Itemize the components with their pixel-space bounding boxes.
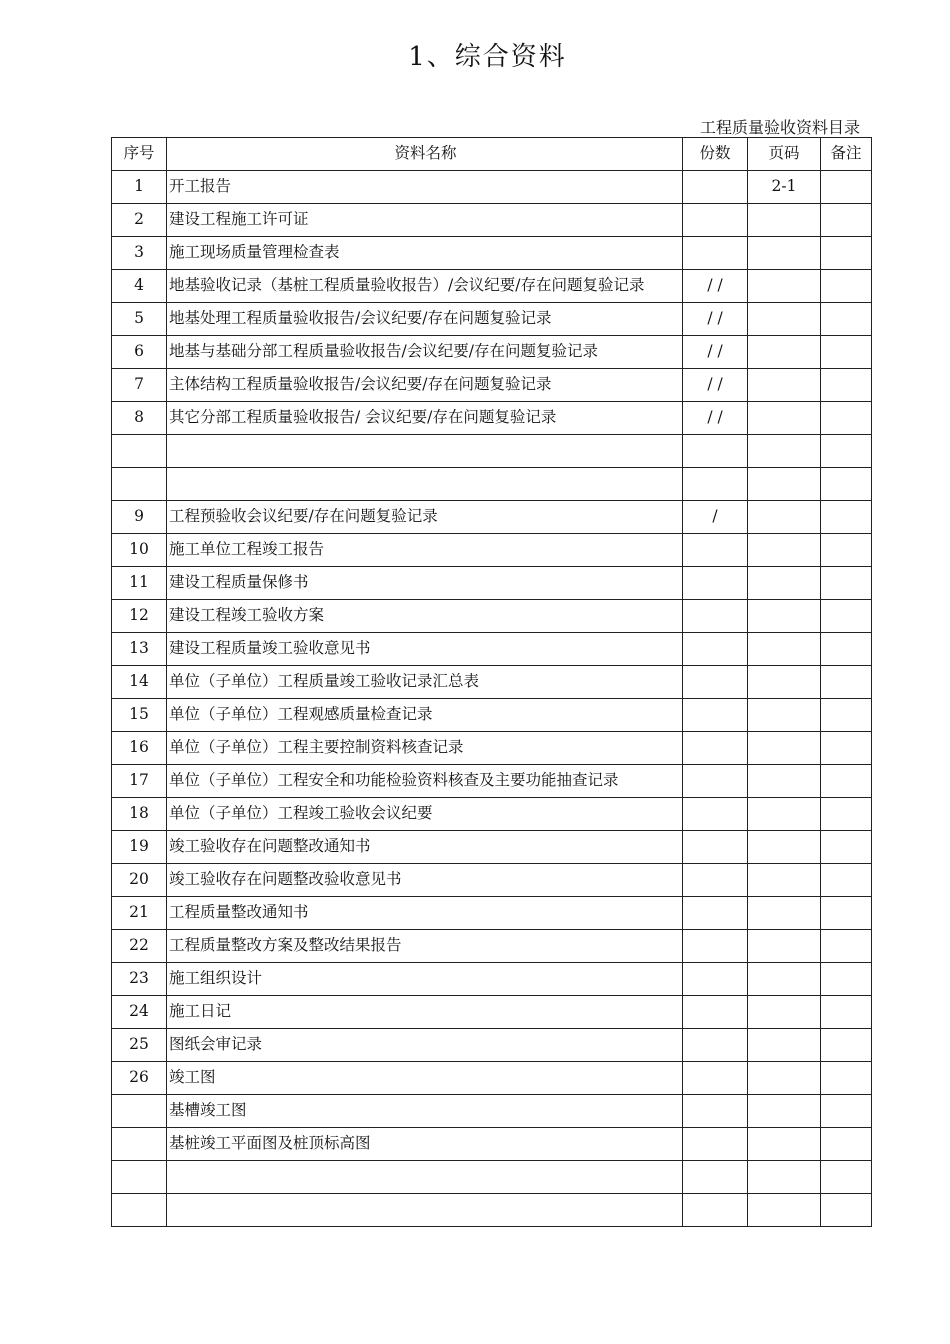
cell-count [683,831,748,864]
cell-note [821,1062,872,1095]
cell-page [748,699,821,732]
cell-note [821,1095,872,1128]
cell-note [821,798,872,831]
cell-count [683,930,748,963]
cell-page [748,501,821,534]
cell-no: 6 [112,336,167,369]
cell-page [748,1095,821,1128]
table-row [112,501,872,534]
cell-name [167,435,683,468]
table-row [112,567,872,600]
cell-count [683,897,748,930]
cell-note [821,1029,872,1062]
cell-count: / / [683,369,748,402]
table-row [112,732,872,765]
table-row [112,534,872,567]
cell-page: 2-1 [748,171,821,204]
cell-count: / / [683,270,748,303]
cell-note [821,270,872,303]
table-row [112,336,872,369]
table-row [112,765,872,798]
table-row [112,171,872,204]
cell-no: 10 [112,534,167,567]
cell-no: 24 [112,996,167,1029]
table-row [112,699,872,732]
cell-no: 12 [112,600,167,633]
catalog-subtitle: 工程质量验收资料目录 [699,118,860,137]
cell-count [683,765,748,798]
cell-note [821,765,872,798]
table-row [112,864,872,897]
cell-note [821,633,872,666]
cell-page [748,765,821,798]
cell-no: 20 [112,864,167,897]
cell-note [821,732,872,765]
cell-page [748,930,821,963]
cell-note [821,468,872,501]
cell-count [683,435,748,468]
cell-name: 单位（子单位）工程主要控制资料核查记录 [167,732,683,765]
cell-note [821,303,872,336]
cell-name: 单位（子单位）工程安全和功能检验资料核查及主要功能抽查记录 [167,765,683,798]
cell-name: 单位（子单位）工程观感质量检查记录 [167,699,683,732]
cell-count: / / [683,303,748,336]
table-row [112,402,872,435]
header-no: 序号 [112,138,167,171]
cell-count: / / [683,336,748,369]
cell-note [821,1161,872,1194]
cell-no: 2 [112,204,167,237]
cell-note [821,336,872,369]
table-row [112,270,872,303]
table-row [112,1194,872,1227]
cell-no: 1 [112,171,167,204]
cell-name: 基槽竣工图 [167,1095,683,1128]
cell-name: 施工组织设计 [167,963,683,996]
cell-name: 开工报告 [167,171,683,204]
cell-note [821,996,872,1029]
table-row [112,1029,872,1062]
header-page: 页码 [748,138,821,171]
cell-count: / [683,501,748,534]
cell-count [683,468,748,501]
cell-count [683,666,748,699]
cell-name: 竣工验收存在问题整改通知书 [167,831,683,864]
cell-count [683,732,748,765]
cell-note [821,171,872,204]
cell-name: 建设工程质量保修书 [167,567,683,600]
table-row [112,435,872,468]
cell-page [748,732,821,765]
cell-page [748,600,821,633]
cell-no: 15 [112,699,167,732]
cell-name: 施工日记 [167,996,683,1029]
cell-no: 19 [112,831,167,864]
cell-page [748,996,821,1029]
cell-page [748,963,821,996]
catalog-table [111,137,872,1227]
cell-note [821,435,872,468]
table-row [112,1128,872,1161]
cell-name: 竣工验收存在问题整改验收意见书 [167,864,683,897]
cell-count [683,1194,748,1227]
cell-count [683,963,748,996]
table-row [112,1062,872,1095]
cell-no: 23 [112,963,167,996]
cell-no: 5 [112,303,167,336]
cell-no: 9 [112,501,167,534]
cell-name: 基桩竣工平面图及桩顶标高图 [167,1128,683,1161]
table-row [112,666,872,699]
cell-name: 工程质量整改通知书 [167,897,683,930]
table-row [112,468,872,501]
cell-count [683,567,748,600]
header-count: 份数 [683,138,748,171]
cell-name: 地基处理工程质量验收报告/会议纪要/存在问题复验记录 [167,303,683,336]
cell-count [683,534,748,567]
cell-name: 其它分部工程质量验收报告/ 会议纪要/存在问题复验记录 [167,402,683,435]
cell-no: 3 [112,237,167,270]
table-row [112,798,872,831]
header-note: 备注 [821,138,872,171]
cell-note [821,699,872,732]
cell-name: 地基与基础分部工程质量验收报告/会议纪要/存在问题复验记录 [167,336,683,369]
cell-no: 4 [112,270,167,303]
cell-no [112,435,167,468]
cell-note [821,831,872,864]
cell-count [683,1029,748,1062]
cell-name: 单位（子单位）工程竣工验收会议纪要 [167,798,683,831]
cell-page [748,1062,821,1095]
cell-note [821,600,872,633]
cell-note [821,666,872,699]
cell-page [748,270,821,303]
cell-no: 7 [112,369,167,402]
cell-count [683,1161,748,1194]
cell-count [683,1095,748,1128]
cell-name: 施工现场质量管理检查表 [167,237,683,270]
cell-count [683,633,748,666]
table-row [112,237,872,270]
cell-no: 25 [112,1029,167,1062]
table-row [112,996,872,1029]
cell-note [821,567,872,600]
cell-note [821,237,872,270]
table-row [112,1161,872,1194]
cell-page [748,897,821,930]
cell-note [821,897,872,930]
cell-page [748,468,821,501]
cell-name: 竣工图 [167,1062,683,1095]
table-row [112,633,872,666]
cell-name: 建设工程竣工验收方案 [167,600,683,633]
cell-page [748,831,821,864]
cell-page [748,1194,821,1227]
cell-page [748,666,821,699]
cell-no: 22 [112,930,167,963]
cell-no: 18 [112,798,167,831]
cell-name: 建设工程质量竣工验收意见书 [167,633,683,666]
cell-no: 13 [112,633,167,666]
table-row [112,369,872,402]
cell-page [748,303,821,336]
cell-page [748,534,821,567]
cell-no: 17 [112,765,167,798]
cell-no: 26 [112,1062,167,1095]
table-row [112,600,872,633]
cell-page [748,567,821,600]
cell-name: 施工单位工程竣工报告 [167,534,683,567]
table-row [112,930,872,963]
cell-count [683,204,748,237]
table-header-row [112,138,872,171]
cell-page [748,798,821,831]
cell-page [748,1128,821,1161]
cell-no [112,1161,167,1194]
cell-no: 11 [112,567,167,600]
cell-page [748,402,821,435]
page-title: 1、综合资料 [408,42,567,72]
cell-note [821,1194,872,1227]
cell-note [821,369,872,402]
table-row [112,303,872,336]
cell-note [821,963,872,996]
cell-no [112,1128,167,1161]
cell-count [683,171,748,204]
table-row [112,831,872,864]
cell-note [821,864,872,897]
cell-note [821,501,872,534]
cell-page [748,369,821,402]
cell-note [821,930,872,963]
table-row [112,204,872,237]
cell-name [167,1161,683,1194]
cell-no: 14 [112,666,167,699]
cell-name: 图纸会审记录 [167,1029,683,1062]
cell-page [748,237,821,270]
header-name: 资料名称 [167,138,683,171]
cell-page [748,633,821,666]
cell-count [683,864,748,897]
cell-note [821,1128,872,1161]
cell-count [683,600,748,633]
cell-page [748,864,821,897]
cell-no [112,1194,167,1227]
cell-count [683,1062,748,1095]
cell-no [112,468,167,501]
cell-name: 单位（子单位）工程质量竣工验收记录汇总表 [167,666,683,699]
cell-no: 21 [112,897,167,930]
cell-no: 16 [112,732,167,765]
cell-name: 建设工程施工许可证 [167,204,683,237]
cell-page [748,1161,821,1194]
table-row [112,963,872,996]
cell-count: / / [683,402,748,435]
cell-name: 主体结构工程质量验收报告/会议纪要/存在问题复验记录 [167,369,683,402]
table-row [112,897,872,930]
cell-count [683,996,748,1029]
cell-page [748,336,821,369]
table-row [112,1095,872,1128]
cell-count [683,699,748,732]
cell-note [821,402,872,435]
cell-name [167,1194,683,1227]
cell-page [748,204,821,237]
cell-count [683,1128,748,1161]
cell-note [821,204,872,237]
cell-note [821,534,872,567]
cell-no [112,1095,167,1128]
cell-page [748,1029,821,1062]
cell-count [683,237,748,270]
cell-name [167,468,683,501]
cell-name: 工程质量整改方案及整改结果报告 [167,930,683,963]
cell-page [748,435,821,468]
cell-name: 地基验收记录（基桩工程质量验收报告）/会议纪要/存在问题复验记录 [167,270,683,303]
cell-count [683,798,748,831]
cell-no: 8 [112,402,167,435]
cell-name: 工程预验收会议纪要/存在问题复验记录 [167,501,683,534]
